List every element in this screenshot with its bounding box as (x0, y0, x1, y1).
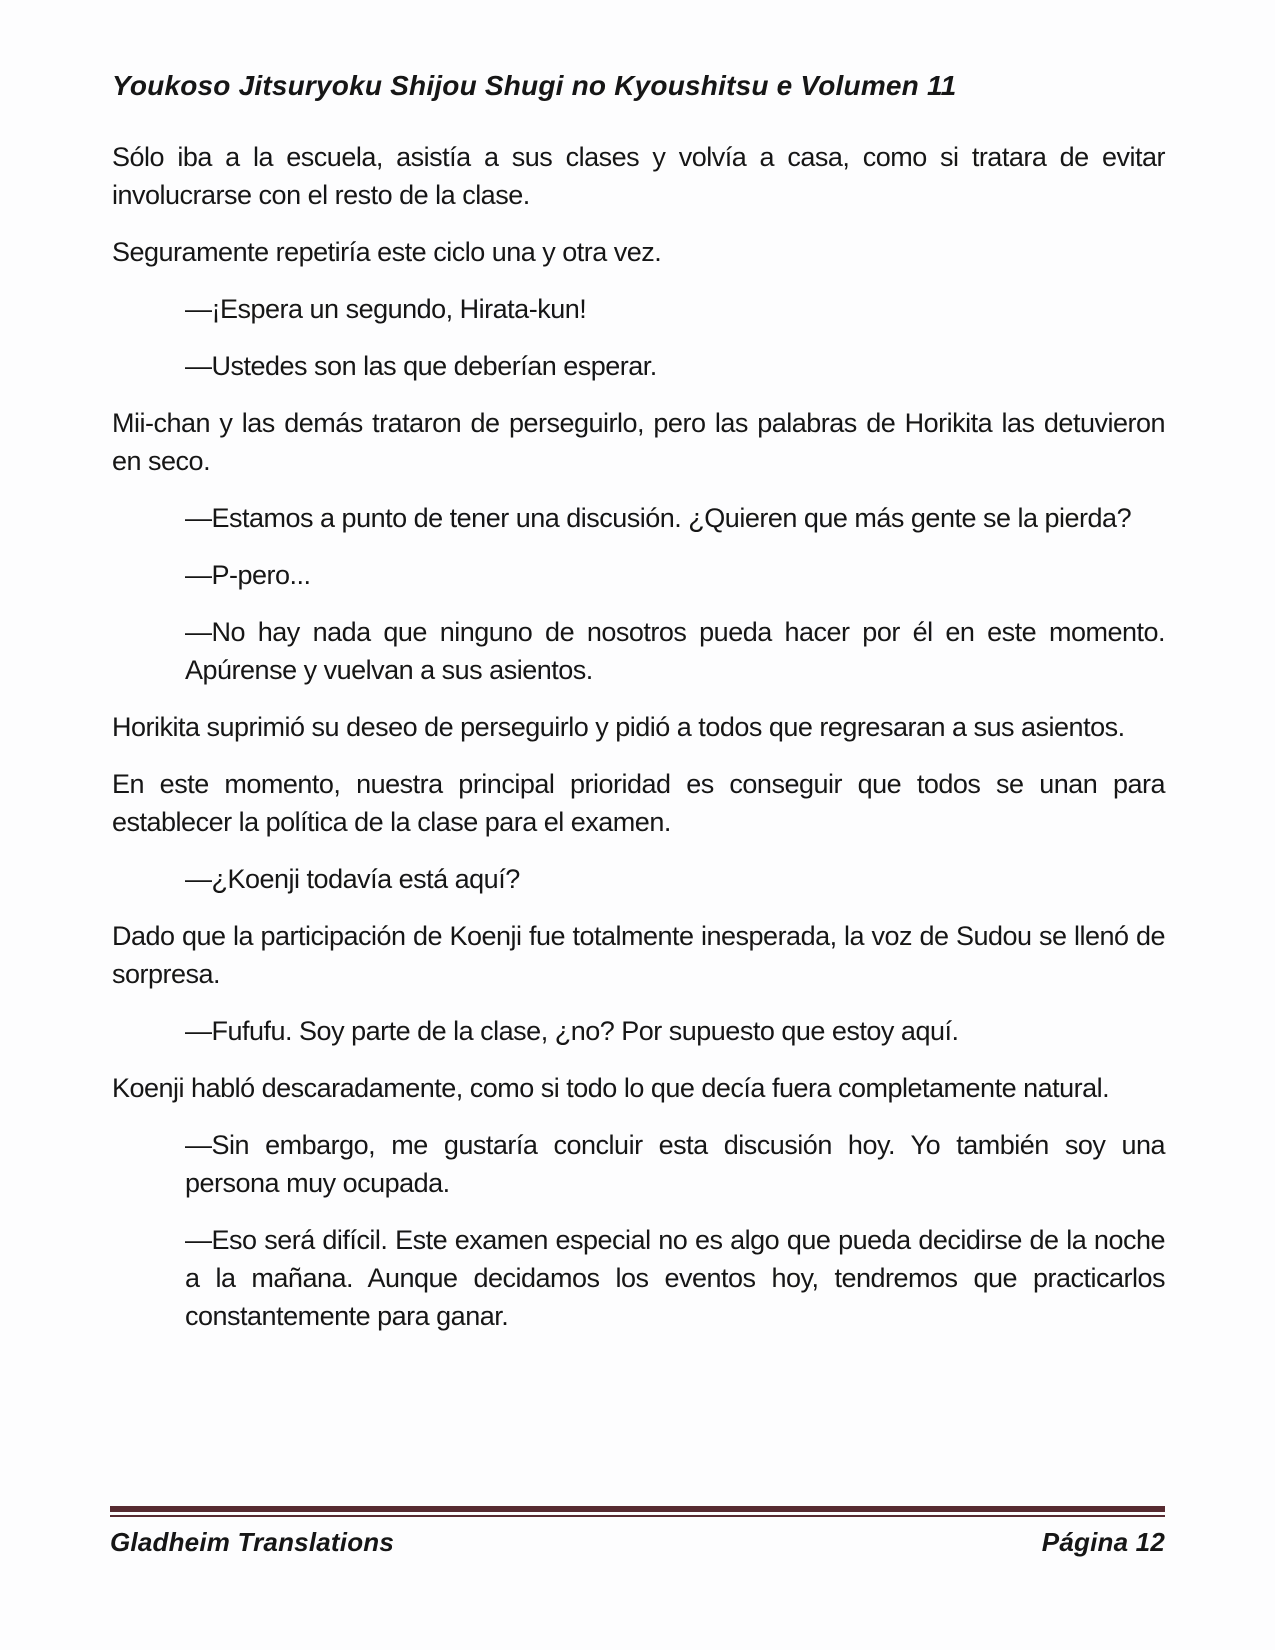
narration-paragraph: Sólo iba a la escuela, asistía a sus clases y volvía a casa, como si tratara de evitar involucrarse con el resto de la clase. (112, 142, 1165, 210)
dialogue-paragraph: —¡Espera un segundo, Hirata-kun! (185, 294, 587, 324)
narration-paragraph: En este momento, nuestra principal prioridad es conseguir que todos se unan para establecer la política de la clase para el examen. (112, 769, 1165, 837)
narration-paragraph: Mii-chan y las demás trataron de perseguirlo, pero las palabras de Horikita las detuvieron en seco. (112, 408, 1165, 476)
dialogue-paragraph: —No hay nada que ninguno de nosotros pueda hacer por él en este momento. Apúrense y vuelvan a sus asientos. (185, 617, 1165, 685)
dialogue-paragraph: —P-pero... (185, 560, 311, 590)
page-header (112, 70, 1165, 102)
narration-paragraph: Horikita suprimió su deseo de perseguirlo y pidió a todos que regresaran a sus asientos. (112, 712, 1125, 742)
running-title: Youkoso Jitsuryoku Shijou Shugi no Kyoushitsu e Volumen 11 (112, 70, 957, 101)
page-number: Página 12 (1041, 1527, 1165, 1557)
dialogue-paragraph: —Eso será difícil. Este examen especial no es algo que pueda decidirse de la noche a la mañana. Aunque decidamos los eventos hoy, tendremos que practicarlos constantemente para ganar. (185, 1225, 1165, 1331)
dialogue-paragraph: —¿Koenji todavía está aquí? (185, 864, 520, 894)
dialogue-paragraph: —Estamos a punto de tener una discusión. ¿Quieren que más gente se la pierda? (185, 503, 1132, 533)
dialogue-paragraph: —Ustedes son las que deberían esperar. (185, 351, 657, 381)
footer-rule-thin (110, 1515, 1165, 1517)
dialogue-paragraph: —Fufufu. Soy parte de la clase, ¿no? Por supuesto que estoy aquí. (185, 1016, 959, 1046)
footer-rule-thick (110, 1506, 1165, 1512)
translator-credit: Gladheim Translations (110, 1527, 395, 1557)
page-footer (110, 1506, 1165, 1558)
narration-paragraph: Dado que la participación de Koenji fue totalmente inesperada, la voz de Sudou se llenó de sorpresa. (112, 921, 1165, 989)
dialogue-paragraph: —Sin embargo, me gustaría concluir esta discusión hoy. Yo también soy una persona muy ocupada. (185, 1130, 1165, 1198)
footer-text-row (110, 1527, 1165, 1558)
narration-paragraph: Seguramente repetiría este ciclo una y otra vez. (112, 237, 662, 267)
narration-paragraph: Koenji habló descaradamente, como si todo lo que decía fuera completamente natural. (112, 1073, 1110, 1103)
page-body (112, 138, 1165, 1354)
